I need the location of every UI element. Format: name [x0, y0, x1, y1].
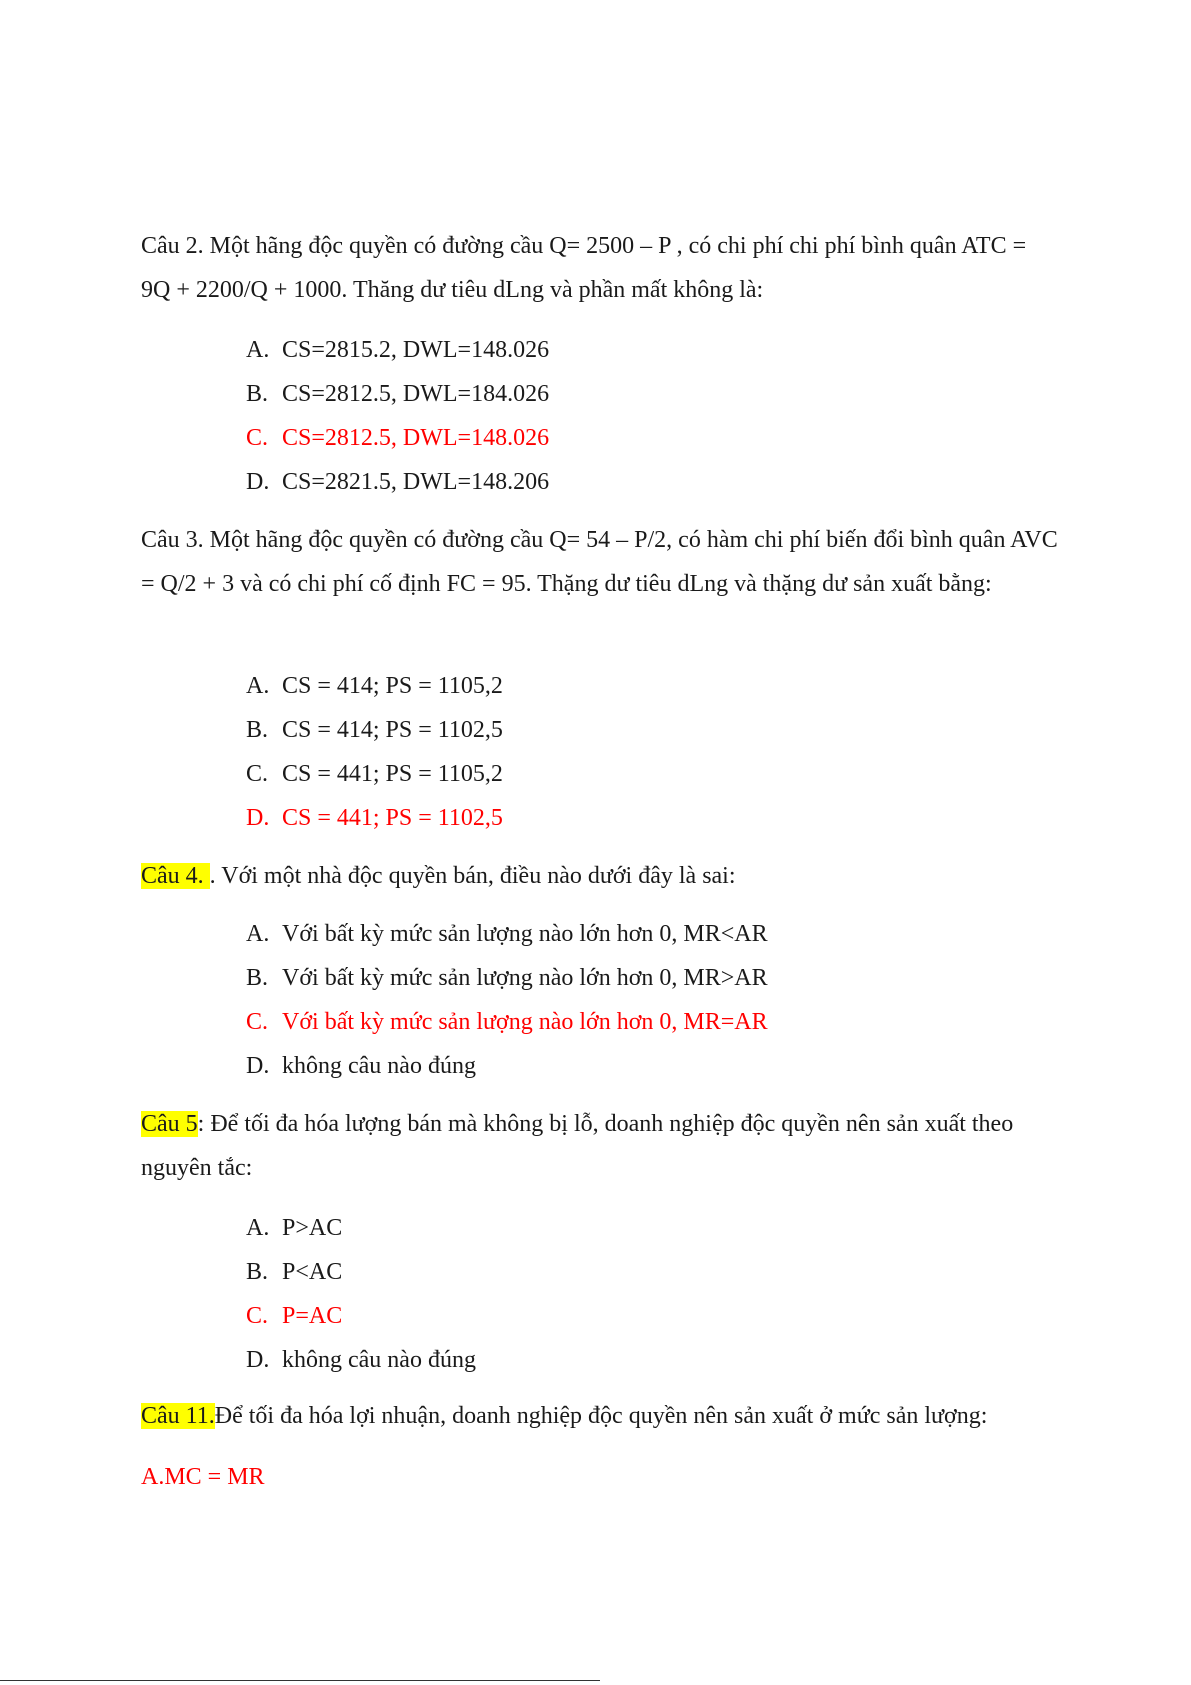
- option-text: CS=2812.5, DWL=148.026: [282, 425, 550, 451]
- option-label: C.: [246, 1009, 269, 1035]
- question-2-option-a: [246, 328, 549, 372]
- question-3-option-a: [246, 664, 503, 708]
- option-text: CS = 441; PS = 1105,2: [282, 761, 503, 787]
- option-label: C.: [246, 761, 269, 787]
- question-11-prefix: Câu 11.: [141, 1403, 215, 1429]
- question-4-prefix: Câu 4.: [141, 863, 210, 889]
- question-5-option-a: [246, 1206, 476, 1250]
- question-3-options: [246, 664, 503, 840]
- option-text: CS=2812.5, DWL=184.026: [282, 381, 550, 407]
- question-2-stem: [141, 224, 1061, 312]
- option-text: CS = 414; PS = 1105,2: [282, 673, 503, 699]
- option-label: A.: [246, 337, 270, 363]
- option-text: P>AC: [282, 1215, 343, 1241]
- option-label: C.: [246, 425, 269, 451]
- option-label: B.: [246, 1259, 269, 1285]
- question-2-text: Một hãng độc quyền có đường cầu Q= 2500 – P , có chi phí chi phí bình quân ATC = 9Q + 2200/Q + 1000. Thăng dư tiêu dLng và phần mất không là:: [141, 233, 1027, 303]
- option-text: P=AC: [282, 1303, 343, 1329]
- option-label: C.: [246, 1303, 269, 1329]
- question-4-stem: [141, 854, 1061, 898]
- question-2-option-c-correct: [246, 416, 549, 460]
- question-2-prefix: Câu 2.: [141, 233, 204, 259]
- option-text: P<AC: [282, 1259, 343, 1285]
- question-3-stem: [141, 518, 1061, 606]
- question-5-option-c-correct: [246, 1294, 476, 1338]
- option-text: CS = 414; PS = 1102,5: [282, 717, 503, 743]
- question-4-option-c-correct: [246, 1000, 768, 1044]
- option-text: Với bất kỳ mức sản lượng nào lớn hơn 0, MR>AR: [282, 965, 768, 991]
- option-text: CS = 441; PS = 1102,5: [282, 805, 503, 831]
- option-label: B.: [246, 717, 269, 743]
- question-3-option-c: [246, 752, 503, 796]
- question-5-text: : Để tối đa hóa lượng bán mà không bị lỗ, doanh nghiệp độc quyền nên sản xuất theo nguyên tắc:: [141, 1111, 1014, 1181]
- option-label: A.: [246, 921, 270, 947]
- option-label: A.: [246, 673, 270, 699]
- option-label: D.: [246, 805, 270, 831]
- page-bottom-rule: [0, 1680, 600, 1681]
- question-3-option-b: [246, 708, 503, 752]
- question-4-option-a: [246, 912, 768, 956]
- question-4-option-b: [246, 956, 768, 1000]
- question-5-option-b: [246, 1250, 476, 1294]
- option-label: B.: [246, 965, 269, 991]
- question-5-prefix: Câu 5: [141, 1111, 198, 1137]
- option-label: A.: [246, 1215, 270, 1241]
- option-label: D.: [246, 1347, 270, 1373]
- question-2-option-b: [246, 372, 549, 416]
- question-4-text: . Với một nhà độc quyền bán, điều nào dưới đây là sai:: [209, 863, 736, 889]
- option-text: Với bất kỳ mức sản lượng nào lớn hơn 0, MR<AR: [282, 921, 768, 947]
- option-text: Với bất kỳ mức sản lượng nào lớn hơn 0, MR=AR: [282, 1009, 768, 1035]
- option-text: không câu nào đúng: [282, 1053, 476, 1079]
- question-5-stem: [141, 1102, 1061, 1190]
- question-4-option-d: [246, 1044, 768, 1088]
- option-text: không câu nào đúng: [282, 1347, 476, 1373]
- question-11-stem: [141, 1394, 1061, 1438]
- question-11-text: Để tối đa hóa lợi nhuận, doanh nghiệp độc quyền nên sản xuất ở mức sản lượng:: [214, 1403, 988, 1429]
- option-label: D.: [246, 469, 270, 495]
- question-4-options: [246, 912, 768, 1088]
- question-3-option-d-correct: [246, 796, 503, 840]
- option-text: CS=2815.2, DWL=148.026: [282, 337, 550, 363]
- question-2-options: [246, 328, 549, 504]
- option-label: D.: [246, 1053, 270, 1079]
- option-text: CS=2821.5, DWL=148.206: [282, 469, 550, 495]
- question-3-prefix: Câu 3.: [141, 527, 204, 553]
- question-5-options: [246, 1206, 476, 1382]
- question-3-text: Một hãng độc quyền có đường cầu Q= 54 – P/2, có hàm chi phí biến đổi bình quân AVC = Q/2 + 3 và có chi phí cố định FC = 95. Thặng dư tiêu dLng và thặng dư sản xuất bằng:: [141, 527, 1058, 597]
- option-label: B.: [246, 381, 269, 407]
- question-2-option-d: [246, 460, 549, 504]
- question-5-option-d: [246, 1338, 476, 1382]
- question-11-answer-correct: A.MC = MR: [141, 1464, 265, 1490]
